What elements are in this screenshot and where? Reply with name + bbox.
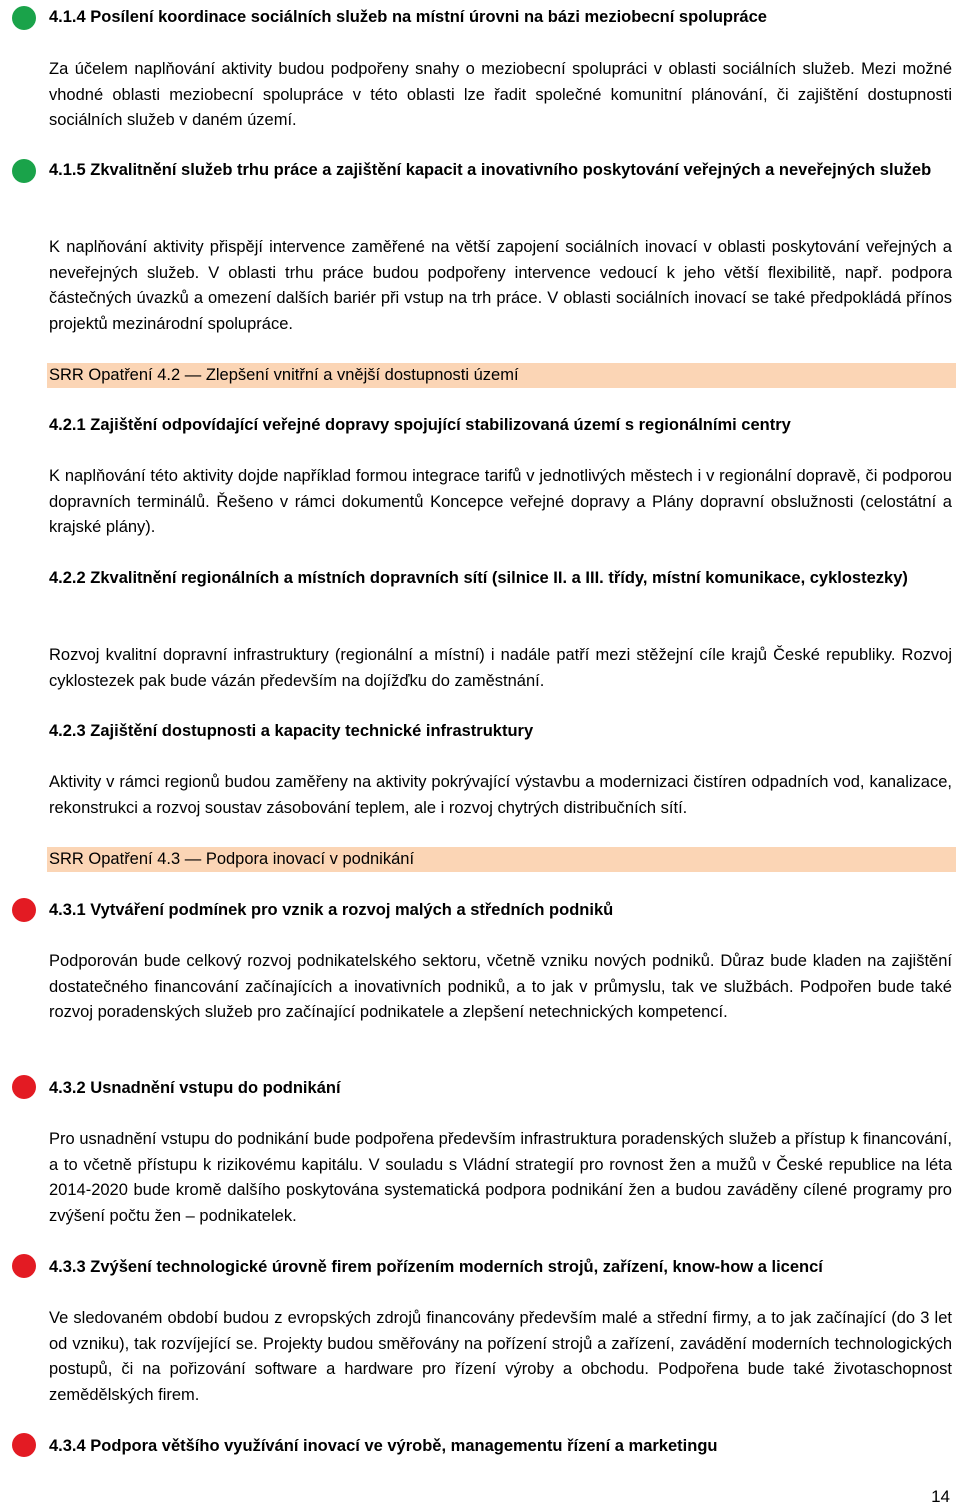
paragraph-4-3-2: Pro usnadnění vstupu do podnikání bude podpořena především infrastruktura poradenských služeb a přístup k financování, a to včetně přístupu k rizikovému kapitálu. V souladu s Vládní strategií pro rovnost žen a mužů v České republice na léta 2014-2020 bude kromě dalšího poskytována systematická podpora podnikání žen a budou zaváděny cílené programy pro zvýšení počtu žen – podnikatelek. — [49, 1130, 952, 1225]
paragraph-4-1-4: Za účelem naplňování aktivity budou podpořeny snahy o meziobecní spolupráci v oblasti sociálních služeb. Mezi možné vhodné oblasti meziobecní spolupráce v této oblasti lze řadit společné komunitní plánování, či zajištění dostupnosti sociálních služeb v daném území. — [49, 60, 952, 130]
red-circle-icon — [12, 1075, 36, 1099]
red-circle-icon — [12, 898, 36, 922]
measure-band-4-2: SRR Opatření 4.2 — Zlepšení vnitřní a vnější dostupnosti území — [47, 363, 956, 388]
paragraph-4-1-5: K naplňování aktivity přispějí intervence zaměřené na větší zapojení sociálních inovací v oblasti poskytování veřejných a neveřejných služeb. V oblasti trhu práce budou podpořeny intervence vedoucí k jeho větší flexibilitě, např. podpora částečných úvazků a omezení dalších bariér při vstup na trh práce. V oblasti sociálních inovací se také předpokládá přínos projektů mezinárodní spolupráce. — [49, 238, 952, 333]
heading-4-2-1: 4.2.1 Zajištění odpovídající veřejné dopravy spojující stabilizovaná území s regionálními centry — [49, 416, 791, 434]
heading-4-3-3: 4.3.3 Zvýšení technologické úrovně firem pořízením moderních strojů, zařízení, know-how a licencí — [49, 1258, 823, 1276]
heading-4-2-3: 4.2.3 Zajištění dostupnosti a kapacity technické infrastruktury — [49, 722, 534, 740]
paragraph-4-3-3: Ve sledovaném období budou z evropských zdrojů financovány především malé a střední firmy, a to jak začínající (do 3 let od vzniku), tak rozvíjející se. Projekty budou směřovány na pořízení strojů a zařízení, zavádění moderních technologických postupů, či na pořizování software a hardware pro řízení výroby a obchodu. Podpořena bude také životaschopnost zemědělských firem. — [49, 1309, 952, 1404]
red-circle-icon — [12, 1254, 36, 1278]
heading-4-1-4: 4.1.4 Posílení koordinace sociálních služeb na místní úrovni na bázi meziobecní spolupráce — [49, 8, 767, 26]
green-circle-icon — [12, 6, 36, 30]
paragraph-4-2-2: Rozvoj kvalitní dopravní infrastruktury (regionální a místní) i nadále patří mezi stěžejní cíle krajů České republiky. Rozvoj cyklostezek pak bude vázán především na dojížďku do zaměstnání. — [49, 646, 952, 690]
heading-4-2-2: 4.2.2 Zkvalitnění regionálních a místních dopravních sítí (silnice II. a III. třídy, místní komunikace, cyklostezky) — [49, 569, 908, 587]
green-circle-icon — [12, 159, 36, 183]
measure-band-4-3: SRR Opatření 4.3 — Podpora inovací v podnikání — [47, 847, 956, 872]
paragraph-4-2-3: Aktivity v rámci regionů budou zaměřeny na aktivity pokrývající výstavbu a modernizaci čistíren odpadních vod, kanalizace, rekonstrukci a rozvoj soustav zásobování teplem, ale i rozvoj chytrých distribučních sítí. — [49, 773, 952, 817]
heading-4-1-5: 4.1.5 Zkvalitnění služeb trhu práce a zajištění kapacit a inovativního poskytování veřejných a neveřejných služeb — [49, 161, 932, 179]
heading-4-3-4: 4.3.4 Podpora většího využívání inovací ve výrobě, managementu řízení a marketingu — [49, 1437, 718, 1455]
red-circle-icon — [12, 1433, 36, 1457]
page-number: 14 — [931, 1487, 950, 1506]
paragraph-4-3-1: Podporován bude celkový rozvoj podnikatelského sektoru, včetně vzniku nových podniků. Důraz bude kladen na zajištění dostatečného financování začínajících a inovativních podniků, a to jak v průmyslu, tak ve službách. Podpořen bude také rozvoj poradenských služeb pro začínající podnikatele a zlepšení netechnických kompetencí. — [49, 952, 952, 1022]
paragraph-4-2-1: K naplňování této aktivity dojde například formou integrace tarifů v jednotlivých městech i v regionální dopravě, či podporou dopravních terminálů. Řešeno v rámci dokumentů Koncepce veřejné dopravy a Plány dopravní obslužnosti (celostátní a krajské plány). — [49, 467, 952, 537]
heading-4-3-1: 4.3.1 Vytváření podmínek pro vznik a rozvoj malých a středních podniků — [49, 901, 614, 919]
heading-4-3-2: 4.3.2 Usnadnění vstupu do podnikání — [49, 1079, 341, 1097]
